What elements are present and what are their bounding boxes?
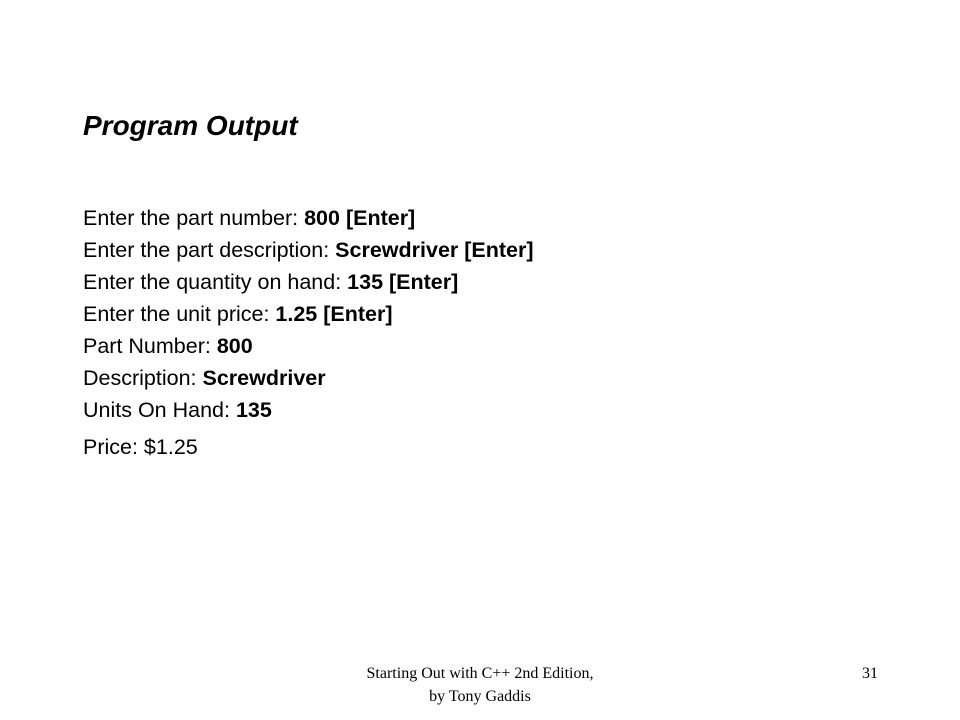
user-input-value: Screwdriver [Enter] [335,238,534,262]
result-value: Screwdriver [202,366,326,390]
output-line [83,266,534,298]
program-output [83,202,534,463]
slide-title: Program Output [83,110,298,141]
prompt-label: Enter the part description: [83,238,336,262]
output-line [83,298,534,330]
result-label: Description: [83,366,203,390]
user-input-value: 1.25 [Enter] [275,302,393,326]
user-input-value: 135 [Enter] [347,270,459,294]
output-line [83,330,534,362]
footer-credit [300,662,660,708]
output-line [83,362,534,394]
output-line [83,394,534,426]
result-label: Part Number: [83,334,217,358]
result-label: Units On Hand: [83,398,236,422]
result-value: 135 [235,398,272,422]
page-number: 31 [862,665,878,682]
footer-book-title: Starting Out with C++ 2nd Edition, [366,665,594,682]
price-line: Price: $1.25 [83,435,198,459]
output-line [83,234,534,266]
result-value: 800 [216,334,253,358]
prompt-label: Enter the quantity on hand: [83,270,348,294]
prompt-label: Enter the part number: [83,206,305,230]
output-line [83,202,534,234]
footer-author: by Tony Gaddis [429,688,531,705]
user-input-value: 800 [Enter] [304,206,416,230]
prompt-label: Enter the unit price: [83,302,276,326]
